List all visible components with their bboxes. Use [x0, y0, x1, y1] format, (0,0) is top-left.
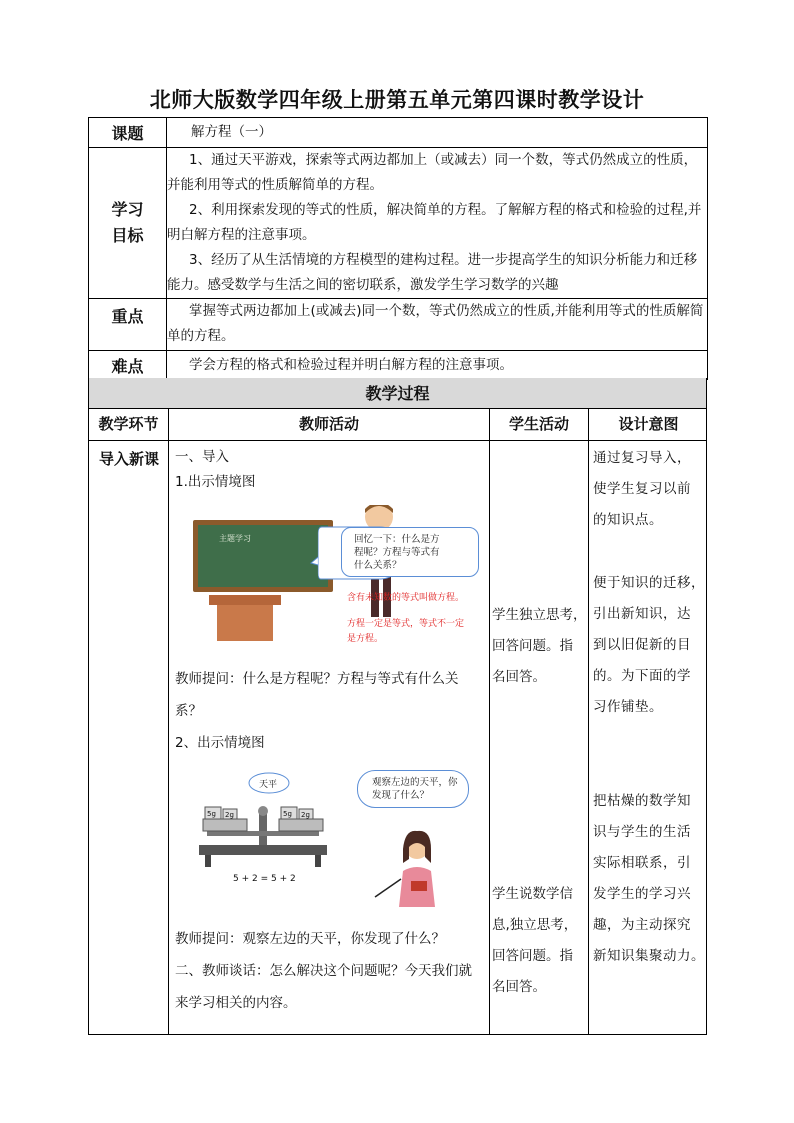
teacher-question-1: 教师提问：什么是方程呢？方程与等式有什么关	[175, 671, 459, 687]
difficulty-value: 学会方程的格式和检验过程并明白解方程的注意事项。	[167, 351, 708, 380]
overview-table	[88, 117, 708, 380]
scale-base	[199, 845, 327, 855]
scale-pivot	[258, 806, 268, 816]
teacher-intro-heading: 一、导入	[175, 449, 229, 465]
objective-item: 3、经历了从生活情境的方程模型的建构过程。进一步提高学生的知识分析能力和迁移能力。感受数学与生活之间的密切联系，激发学生学习数学的兴趣	[167, 252, 698, 293]
column-divider	[168, 409, 169, 1034]
col-header-intent: 设计意图	[618, 415, 679, 433]
topic-value: 解方程（一）	[167, 118, 708, 148]
teacher-talk: 二、教师谈话：怎么解决这个问题呢？今天我们就	[175, 963, 472, 979]
key-point-value: 掌握等式两边都加上(或减去)同一个数，等式仍然成立的性质,并能利用等式的性质解简单的方程。	[167, 299, 708, 351]
blackboard-surface	[198, 525, 328, 587]
speech-bubble-1	[341, 527, 479, 577]
bubble-line: 程呢？方程与等式有	[354, 547, 440, 558]
student-line: 名回答。	[492, 669, 546, 685]
speech-bubble-1-text	[354, 533, 440, 572]
intent-line: 使学生复习以前	[593, 481, 691, 497]
teacher-step1: 1.出示情境图	[175, 474, 256, 490]
objectives-label-line2: 目标	[111, 226, 144, 245]
weight-label: 2g	[301, 811, 310, 819]
relation-note-line: 方程一定是等式，等式不一定	[347, 619, 465, 629]
intent-line: 引出新知识，达	[593, 606, 691, 622]
balance-label: 天平	[259, 780, 278, 790]
student-line: 回答问题。指	[492, 948, 573, 964]
scale-left-pan	[203, 819, 247, 831]
bubble-line: 发现了什么？	[372, 790, 430, 801]
bubble-line: 观察左边的天平，你	[372, 777, 458, 788]
teacher-question-1-cont: 系？	[175, 703, 202, 719]
lectern-body	[217, 605, 273, 641]
teacher-question-2: 教师提问：观察左边的天平，你发现了什么？	[175, 931, 445, 947]
scale-beam	[207, 831, 319, 836]
lectern-top	[209, 595, 281, 605]
scale-right-pan	[279, 819, 323, 831]
equation-definition-note: 含有未知数的等式叫做方程。	[347, 593, 465, 603]
objective-item: 1、通过天平游戏，探索等式两边都加上（或减去）同一个数，等式仍然成立的性质，并能利用等式的性质解简单的方程。	[167, 152, 698, 193]
blackboard-text: 主题学习	[219, 534, 251, 543]
process-header: 教学过程	[88, 378, 707, 409]
objectives-label-line1: 学习	[111, 200, 144, 219]
bubble-line: 回忆一下：什么是方	[354, 534, 440, 545]
intent-line: 的。为下面的学	[593, 668, 691, 684]
process-table	[88, 409, 707, 1035]
objectives-content	[167, 148, 708, 299]
scale-foot	[205, 855, 211, 867]
relation-note-line: 是方程。	[347, 634, 384, 644]
col-header-teacher: 教师活动	[298, 415, 359, 433]
student-line: 学生说数学信	[492, 886, 573, 902]
col-header-student: 学生活动	[508, 415, 569, 433]
weight-label: 5g	[207, 810, 216, 818]
woman-book	[411, 881, 427, 891]
student-activity-1	[492, 600, 587, 693]
student-line: 回答问题。指	[492, 638, 573, 654]
teacher-step2: 2、出示情境图	[175, 735, 265, 751]
intent-line: 实际相联系，引	[593, 855, 691, 871]
intent-line: 把枯燥的数学知	[593, 793, 691, 809]
scale-pillar	[259, 813, 267, 845]
design-intent-2	[593, 568, 705, 723]
intent-line: 便于知识的迁移，	[593, 575, 705, 591]
intent-line: 到以旧促新的目	[593, 637, 691, 653]
design-intent-3	[593, 786, 705, 972]
intent-line: 的知识点。	[593, 512, 663, 528]
teacher-talk-cont: 来学习相关的内容。	[175, 995, 297, 1011]
intent-line: 趣，为主动探究	[593, 917, 691, 933]
difficulty-label: 难点	[89, 351, 167, 380]
stage-label: 导入新课	[98, 450, 159, 468]
student-line: 名回答。	[492, 979, 546, 995]
objective-item: 2、利用探索发现的等式的性质，解决简单的方程。了解解方程的格式和检验的过程,并明白解方程的注意事项。	[167, 202, 702, 243]
intent-line: 通过复习导入，	[593, 450, 691, 466]
woman-teacher-illustration	[369, 827, 459, 911]
speech-bubble-2	[357, 770, 469, 808]
design-intent-1	[593, 443, 705, 536]
scale-foot	[315, 855, 321, 867]
intent-line: 习作铺垫。	[593, 699, 663, 715]
intent-line: 发学生的学习兴	[593, 886, 691, 902]
relation-note	[347, 617, 464, 647]
intent-line: 新知识集聚动力。	[593, 948, 705, 964]
document-title: 北师大版数学四年级上册第五单元第四课时教学设计	[149, 87, 645, 112]
pointer-stick	[375, 879, 401, 897]
intent-line: 识与学生的生活	[593, 824, 691, 840]
bubble-line: 什么关系？	[354, 560, 402, 571]
speech-bubble-2-text	[372, 776, 458, 802]
topic-label: 课题	[89, 118, 167, 148]
weight-label: 2g	[225, 811, 234, 819]
col-header-stage: 教学环节	[98, 415, 159, 433]
student-activity-2	[492, 879, 587, 1003]
weight-label: 5g	[283, 810, 292, 818]
column-divider	[588, 409, 589, 1034]
key-point-label: 重点	[89, 299, 167, 351]
student-line: 息,独立思考，	[492, 917, 578, 933]
student-line: 学生独立思考，	[492, 607, 587, 623]
column-divider	[489, 409, 490, 1034]
balance-equation: 5 + 2 = 5 + 2	[233, 874, 296, 884]
objectives-label	[89, 148, 167, 299]
balance-scale-illustration	[189, 769, 379, 884]
header-divider	[89, 440, 706, 441]
